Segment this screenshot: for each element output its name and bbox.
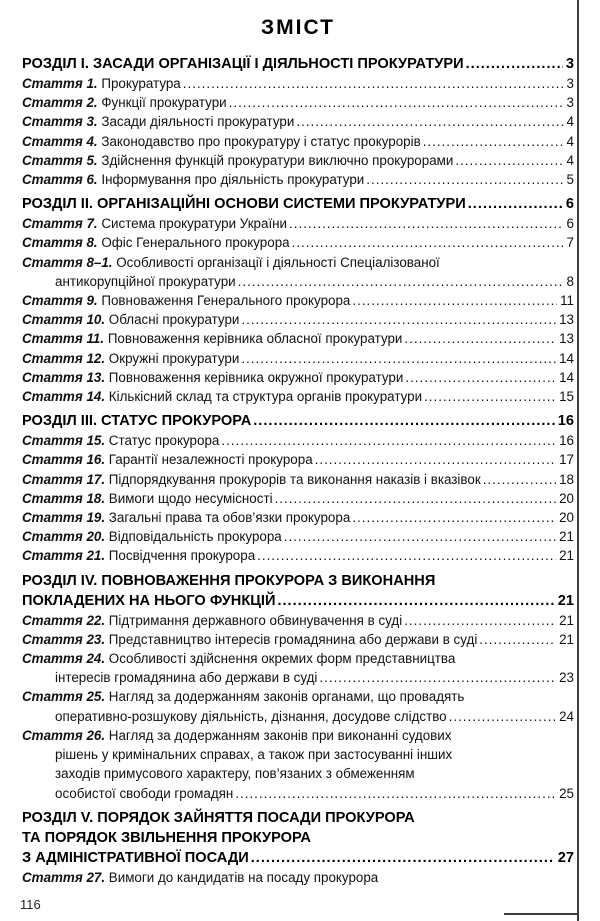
page-edge-vertical-line xyxy=(577,0,579,921)
dot-leader xyxy=(423,132,564,151)
toc-entry-line xyxy=(22,707,574,726)
entry-text: оперативно-розшукову діяльність, дізнання, досудове слідство xyxy=(55,708,447,724)
toc-entry-line xyxy=(22,170,574,189)
dot-leader xyxy=(235,784,556,803)
dot-leader xyxy=(292,233,564,252)
dot-leader xyxy=(277,591,554,611)
entry-text-wrap xyxy=(22,611,402,630)
entry-page-number: 3 xyxy=(566,95,574,111)
entry-text: Кількісний склад та структура органів прокуратури xyxy=(108,389,423,405)
article-label: Стаття 18. xyxy=(22,490,106,506)
entry-text: Здійснення функцій прокуратури виключно прокурорами xyxy=(101,152,454,168)
entry-text: Прокуратура xyxy=(101,76,181,91)
toc xyxy=(22,54,574,887)
entry-text: Нагляд за додержанням законів при виконанні судових xyxy=(108,727,452,743)
article-label: Стаття 21. xyxy=(22,548,106,564)
toc-entry-line xyxy=(22,687,574,706)
dot-leader xyxy=(455,151,563,170)
dot-leader xyxy=(251,848,555,868)
section-heading-text: ПОКЛАДЕНИХ НА НЬОГО ФУНКЦІЙ xyxy=(22,592,276,609)
entry-text: інтересів громадянина або держави в суді xyxy=(55,670,318,686)
entry-text: Повноваження керівника обласної прокуратури xyxy=(107,331,403,347)
entry-text: Засади діяльності прокуратури xyxy=(101,114,295,130)
toc-entry-line xyxy=(22,214,574,233)
entry-page-number: 23 xyxy=(559,670,574,686)
entry-text: Статус прокурора xyxy=(108,433,220,449)
entry-text-wrap xyxy=(22,431,219,450)
article-label: Стаття 4. xyxy=(22,133,98,149)
entry-text-wrap xyxy=(22,349,239,368)
entry-text: Система прокуратури України xyxy=(101,216,288,232)
toc-entry-line xyxy=(22,387,574,406)
toc-section xyxy=(22,411,574,565)
dot-leader xyxy=(257,546,556,565)
toc-entry-line xyxy=(22,764,574,783)
entry-text: Повноваження керівника окружної прокуратури xyxy=(108,369,404,385)
entry-text: заходів примусового характеру, пов’язаних з обмеженням xyxy=(55,766,415,782)
article-label: Стаття 26. xyxy=(22,727,106,743)
entry-page-number: 20 xyxy=(559,510,574,526)
section-page-number: 16 xyxy=(557,413,574,430)
toc-section xyxy=(22,54,574,189)
toc-entry-line xyxy=(22,291,574,310)
toc-entry-line xyxy=(22,450,574,469)
page-edge-horizontal-line xyxy=(504,913,579,915)
entry-text: Представництво інтересів громадянина або держави в суді xyxy=(108,631,478,647)
entry-page-number: 21 xyxy=(559,612,574,628)
toc-entry-line xyxy=(22,253,574,272)
toc-entry-line xyxy=(22,93,574,112)
toc-section-heading-line xyxy=(22,591,574,611)
toc-entry-line xyxy=(22,470,574,489)
article-label: Стаття 25. xyxy=(22,689,106,705)
footer-page-number: 116 xyxy=(20,897,41,912)
dot-leader xyxy=(183,74,564,93)
dot-leader xyxy=(405,368,556,387)
entry-text-wrap xyxy=(22,470,481,489)
entry-page-number: 17 xyxy=(559,452,574,468)
entry-text: Посвідчення прокурора xyxy=(108,548,256,564)
dot-leader xyxy=(241,349,556,368)
toc-entry-line xyxy=(22,630,574,649)
section-heading-text: РОЗДІЛ V. ПОРЯДОК ЗАЙНЯТТЯ ПОСАДИ ПРОКУРОРА xyxy=(22,809,415,826)
article-label: Стаття 22. xyxy=(22,612,106,628)
toc-entry-line xyxy=(22,745,574,764)
toc-entry-line xyxy=(22,233,574,252)
toc-section xyxy=(22,808,574,887)
toc-entry-line xyxy=(22,527,574,546)
dot-leader xyxy=(404,611,556,630)
entry-page-number: 24 xyxy=(559,708,574,724)
entry-text: Нагляд за додержанням законів органами, що провадять xyxy=(108,689,465,705)
entry-page-number: 4 xyxy=(566,114,574,130)
entry-text-wrap xyxy=(22,329,402,348)
entry-text-wrap xyxy=(22,132,421,151)
dot-leader xyxy=(296,112,563,131)
toc-entry-line xyxy=(22,272,574,291)
section-heading-text: РОЗДІЛ IV. ПОВНОВАЖЕННЯ ПРОКУРОРА З ВИКОНАННЯ xyxy=(22,572,436,589)
entry-text-wrap xyxy=(22,170,364,189)
toc-section-heading-line xyxy=(22,194,574,214)
entry-page-number: 7 xyxy=(566,235,574,251)
dot-leader xyxy=(241,310,556,329)
entry-text-wrap xyxy=(22,649,455,668)
entry-text: Офіс Генерального прокурора xyxy=(101,235,290,251)
entry-text-wrap xyxy=(55,272,236,291)
section-page-number: 6 xyxy=(565,196,574,213)
entry-text: Відповідальність прокурора xyxy=(108,529,282,545)
entry-text: Повноваження Генерального прокурора xyxy=(101,293,351,309)
entry-text-wrap xyxy=(55,784,233,803)
entry-page-number: 13 xyxy=(559,331,574,347)
entry-text-wrap xyxy=(22,508,350,527)
entry-page-number: 3 xyxy=(566,76,574,91)
entry-page-number: 8 xyxy=(566,273,574,289)
entry-text: Підтримання державного обвинувачення в суді xyxy=(108,612,403,628)
toc-section-heading-line xyxy=(22,411,574,431)
article-label: Стаття 8. xyxy=(22,235,98,251)
entry-text-wrap xyxy=(22,368,403,387)
entry-page-number: 21 xyxy=(559,548,574,564)
article-label: Стаття 20. xyxy=(22,529,106,545)
entry-text: Особливості організації і діяльності Спеціалізованої xyxy=(116,254,440,270)
toc-entry-line xyxy=(22,310,574,329)
entry-text: Вимоги до кандидатів на посаду прокурора xyxy=(108,869,379,885)
section-heading-text: РОЗДІЛ III. СТАТУС ПРОКУРОРА xyxy=(22,413,252,430)
entry-text-wrap xyxy=(22,527,282,546)
article-label: Стаття 3. xyxy=(22,114,98,130)
dot-leader xyxy=(229,93,564,112)
dot-leader xyxy=(275,489,557,508)
entry-text: Законодавство про прокуратуру і статус прокурорів xyxy=(101,133,421,149)
dot-leader xyxy=(319,668,556,687)
entry-text: Окружні прокуратури xyxy=(108,350,240,366)
entry-text-wrap xyxy=(22,726,451,745)
article-label: Стаття 19. xyxy=(22,510,106,526)
toc-entry-line xyxy=(22,368,574,387)
entry-text-wrap xyxy=(22,151,453,170)
dot-leader xyxy=(289,214,564,233)
toc-entry-line xyxy=(22,649,574,668)
entry-page-number: 18 xyxy=(559,471,574,487)
entry-page-number: 4 xyxy=(566,133,574,149)
toc-section-heading-line xyxy=(22,848,574,868)
entry-text: Інформування про діяльність прокуратури xyxy=(101,172,365,188)
article-label: Стаття 14. xyxy=(22,389,106,405)
entry-text: рішень у кримінальних справах, а також при застосуванні інших xyxy=(55,747,453,763)
entry-text: Вимоги щодо несумісності xyxy=(108,490,273,506)
entry-text: Загальні права та обов’язки прокурора xyxy=(108,510,351,526)
toc-section-heading-line xyxy=(22,828,574,848)
dot-leader xyxy=(424,387,556,406)
article-label: Стаття 16. xyxy=(22,452,106,468)
entry-page-number: 11 xyxy=(560,293,574,309)
dot-leader xyxy=(284,527,556,546)
article-label: Стаття 15. xyxy=(22,433,106,449)
entry-text-wrap xyxy=(22,310,239,329)
entry-page-number: 25 xyxy=(559,785,574,801)
entry-text-wrap xyxy=(22,74,181,93)
entry-text-wrap xyxy=(22,546,255,565)
entry-text-wrap xyxy=(22,868,378,887)
dot-leader xyxy=(449,707,556,726)
entry-page-number: 21 xyxy=(559,631,574,647)
entry-text-wrap xyxy=(55,764,415,783)
entry-text-wrap xyxy=(22,233,290,252)
toc-entry-line xyxy=(22,112,574,131)
toc-entry-line xyxy=(22,546,574,565)
dot-leader xyxy=(352,291,557,310)
section-heading-text: РОЗДІЛ II. ОРГАНІЗАЦІЙНІ ОСНОВИ СИСТЕМИ ПРОКУРАТУРИ xyxy=(22,196,466,213)
toc-section xyxy=(22,571,574,803)
toc-section xyxy=(22,194,574,406)
article-label: Стаття 13. xyxy=(22,369,106,385)
entry-text-wrap xyxy=(22,630,477,649)
toc-entry-line xyxy=(22,431,574,450)
section-heading-text: РОЗДІЛ I. ЗАСАДИ ОРГАНІЗАЦІЇ І ДІЯЛЬНОСТІ ПРОКУРАТУРИ xyxy=(22,56,464,72)
section-heading-text: ТА ПОРЯДОК ЗВІЛЬНЕННЯ ПРОКУРОРА xyxy=(22,829,311,846)
toc-entry-line xyxy=(22,784,574,803)
entry-text-wrap xyxy=(22,253,440,272)
entry-page-number: 13 xyxy=(559,312,574,328)
toc-entry-line xyxy=(22,668,574,687)
toc-entry-line xyxy=(22,74,574,93)
dot-leader xyxy=(479,630,556,649)
toc-section-heading-line xyxy=(22,808,574,828)
dot-leader xyxy=(238,272,564,291)
toc-entry-line xyxy=(22,349,574,368)
entry-page-number: 14 xyxy=(559,369,574,385)
dot-leader xyxy=(468,194,563,214)
toc-entry-line xyxy=(22,489,574,508)
article-label: Стаття 10. xyxy=(22,312,106,328)
toc-entry-line xyxy=(22,329,574,348)
section-page-number: 27 xyxy=(557,849,574,866)
entry-text-wrap xyxy=(55,707,447,726)
article-label: Стаття 17. xyxy=(22,471,106,487)
toc-section-heading-line xyxy=(22,54,574,74)
entry-page-number: 14 xyxy=(559,350,574,366)
page-title: ЗМІСТ xyxy=(261,16,335,39)
dot-leader xyxy=(352,508,556,527)
article-label: Стаття 5. xyxy=(22,152,98,168)
entry-text: Функції прокуратури xyxy=(101,95,227,111)
entry-text: особистої свободи громадян xyxy=(55,785,234,801)
entry-text-wrap xyxy=(22,93,227,112)
section-heading-text: З АДМІНІСТРАТИВНОЇ ПОСАДИ xyxy=(22,849,249,866)
article-label: Стаття 12. xyxy=(22,350,106,366)
entry-text-wrap xyxy=(22,291,350,310)
dot-leader xyxy=(253,411,555,431)
entry-page-number: 16 xyxy=(559,433,574,449)
toc-entry-line xyxy=(22,508,574,527)
dot-leader xyxy=(466,54,563,74)
article-label: Стаття 9. xyxy=(22,293,98,309)
dot-leader xyxy=(221,431,556,450)
entry-text-wrap xyxy=(22,387,422,406)
article-label: Стаття 8–1. xyxy=(22,254,113,270)
toc-entry-line xyxy=(22,151,574,170)
entry-page-number: 6 xyxy=(566,216,574,232)
section-page-number: 21 xyxy=(557,592,574,609)
entry-text-wrap xyxy=(22,112,294,131)
toc-entry-line xyxy=(22,132,574,151)
entry-text: Гарантії незалежності прокурора xyxy=(108,452,313,468)
toc-section-heading-line xyxy=(22,571,574,591)
entry-text: Підпорядкування прокурорів та виконання наказів і вказівок xyxy=(108,471,481,487)
article-label: Стаття 2. xyxy=(22,95,98,111)
entry-text-wrap xyxy=(22,687,464,706)
entry-page-number: 4 xyxy=(566,152,574,168)
entry-page-number: 21 xyxy=(559,529,574,545)
toc-entry-line xyxy=(22,611,574,630)
article-label: Стаття 6. xyxy=(22,172,98,188)
entry-text: антикорупційної прокуратури xyxy=(55,273,236,289)
entry-text: Обласні прокуратури xyxy=(108,312,240,328)
dot-leader xyxy=(483,470,556,489)
entry-text-wrap xyxy=(55,668,317,687)
dot-leader xyxy=(315,450,556,469)
entry-page-number: 5 xyxy=(566,172,574,188)
article-label: Стаття 27. xyxy=(22,869,106,885)
entry-text: Особливості здійснення окремих форм представництва xyxy=(108,651,456,667)
article-label: Стаття 7. xyxy=(22,216,98,232)
article-label: Стаття 11. xyxy=(22,331,105,347)
dot-leader xyxy=(366,170,563,189)
article-label: Стаття 24. xyxy=(22,651,106,667)
article-label: Стаття 1. xyxy=(22,76,98,91)
toc-entry-line xyxy=(22,726,574,745)
entry-text-wrap xyxy=(22,214,287,233)
entry-page-number: 15 xyxy=(559,389,574,405)
entry-text-wrap xyxy=(55,745,452,764)
entry-page-number: 20 xyxy=(559,490,574,506)
toc-entry-line xyxy=(22,868,574,887)
section-page-number: 3 xyxy=(565,56,574,72)
dot-leader xyxy=(404,329,556,348)
entry-text-wrap xyxy=(22,450,313,469)
entry-text-wrap xyxy=(22,489,273,508)
article-label: Стаття 23. xyxy=(22,631,106,647)
